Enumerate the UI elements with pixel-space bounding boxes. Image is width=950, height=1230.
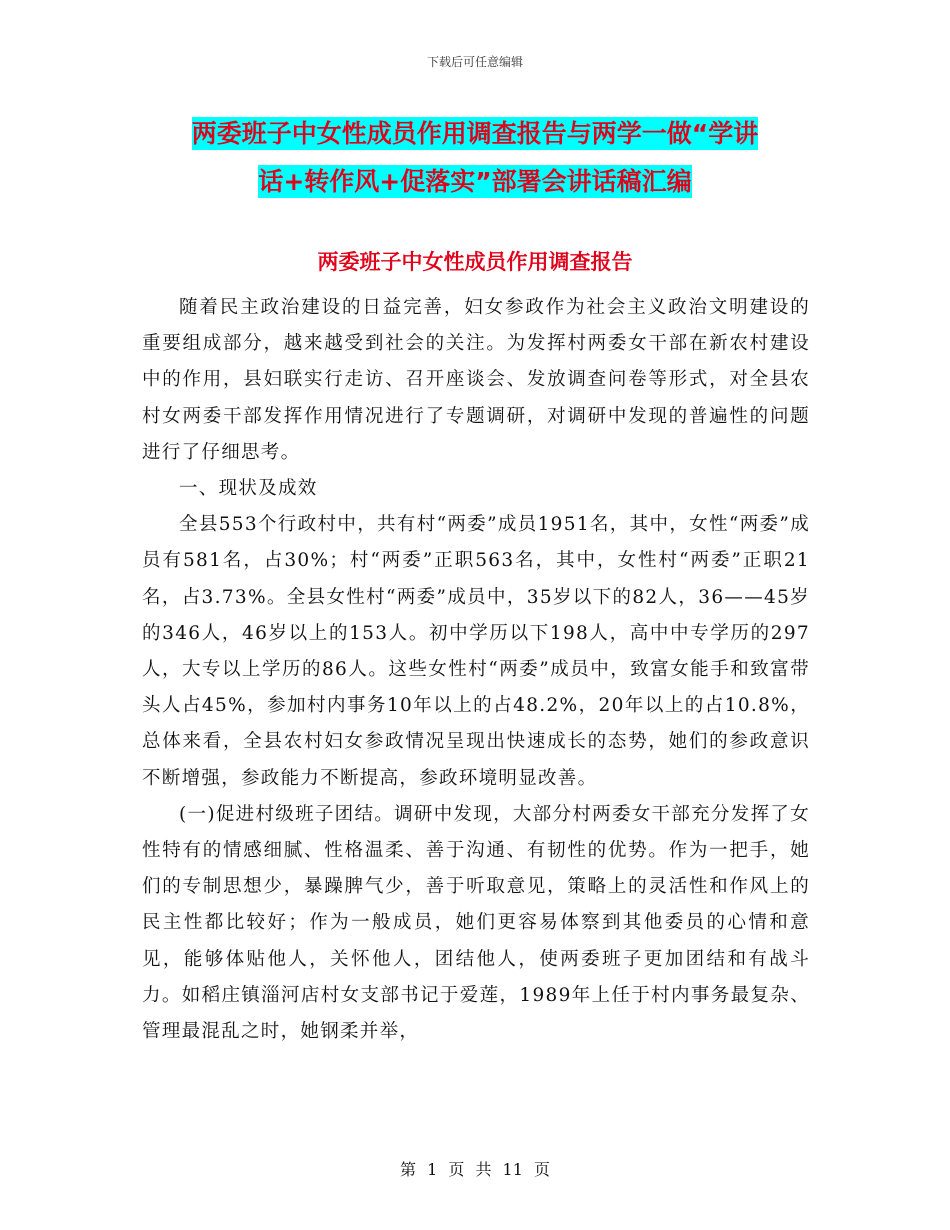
paragraph-statistics: 全县553个行政村中，共有村“两委”成员1951名，其中，女性“两委”成员有581名，占30%；村“两委”正职563名，其中，女性村“两委”正职21名，占3.73%。全县女性村“两委”成员中，35岁以下的82人，36——45岁的346人，46岁以上的153人。初中学历以下198人，高中中专学历的297人，大专以上学历的86人。这些女性村“两委”成员中，致富女能手和致富带头人占45%，参加村内事务10年以上的占48.2%，20年以上的占10.8%，总体来看，全县农村妇女参政情况呈现出快速成长的态势，她们的参政意识不断增强，参政能力不断提高，参政环境明显改善。	[142, 514, 810, 789]
paragraph-heading-status: 一、现状及成效	[179, 478, 318, 500]
page-number: 第 1 页 共 11 页	[400, 1160, 550, 1179]
paragraph-unity: (一)促进村级班子团结。调研中发现，大部分村两委女干部充分发挥了女性特有的情感细腻、性格温柔、善于沟通、有韧性的优势。作为一把手，她们的专制思想少，暴躁脾气少，善于听取意见，策略上的灵活性和作风上的民主性都比较好；作为一般成员，她们更容易体察到其他委员的心情和意见，能够体贴他人，关怀他人，团结他人，使两委班子更加团结和有战斗力。如稻庄镇淄河店村女支部书记于爱莲，1989年上任于村内事务最复杂、管理最混乱之时，她钢柔并举，	[142, 803, 810, 1043]
title-line-2: 话+转作风+促落实”部署会讲话稿汇编	[258, 167, 692, 196]
title-line-1: 两委班子中女性成员作用调查报告与两学一做“学讲	[191, 119, 759, 148]
paragraph-intro: 随着民主政治建设的日益完善，妇女参政作为社会主义政治文明建设的重要组成部分，越来越受到社会的关注。为发挥村两委女干部在新农村建设中的作用，县妇联实行走访、召开座谈会、发放调查问卷等形式，对全县农村女两委干部发挥作用情况进行了专题调研，对调研中发现的普遍性的问题进行了仔细思考。	[142, 297, 810, 463]
document-title	[0, 110, 950, 206]
section-title: 两委班子中女性成员作用调查报告	[317, 250, 633, 274]
header-note: 下载后可任意编辑	[426, 55, 523, 69]
document-body	[142, 290, 810, 1050]
